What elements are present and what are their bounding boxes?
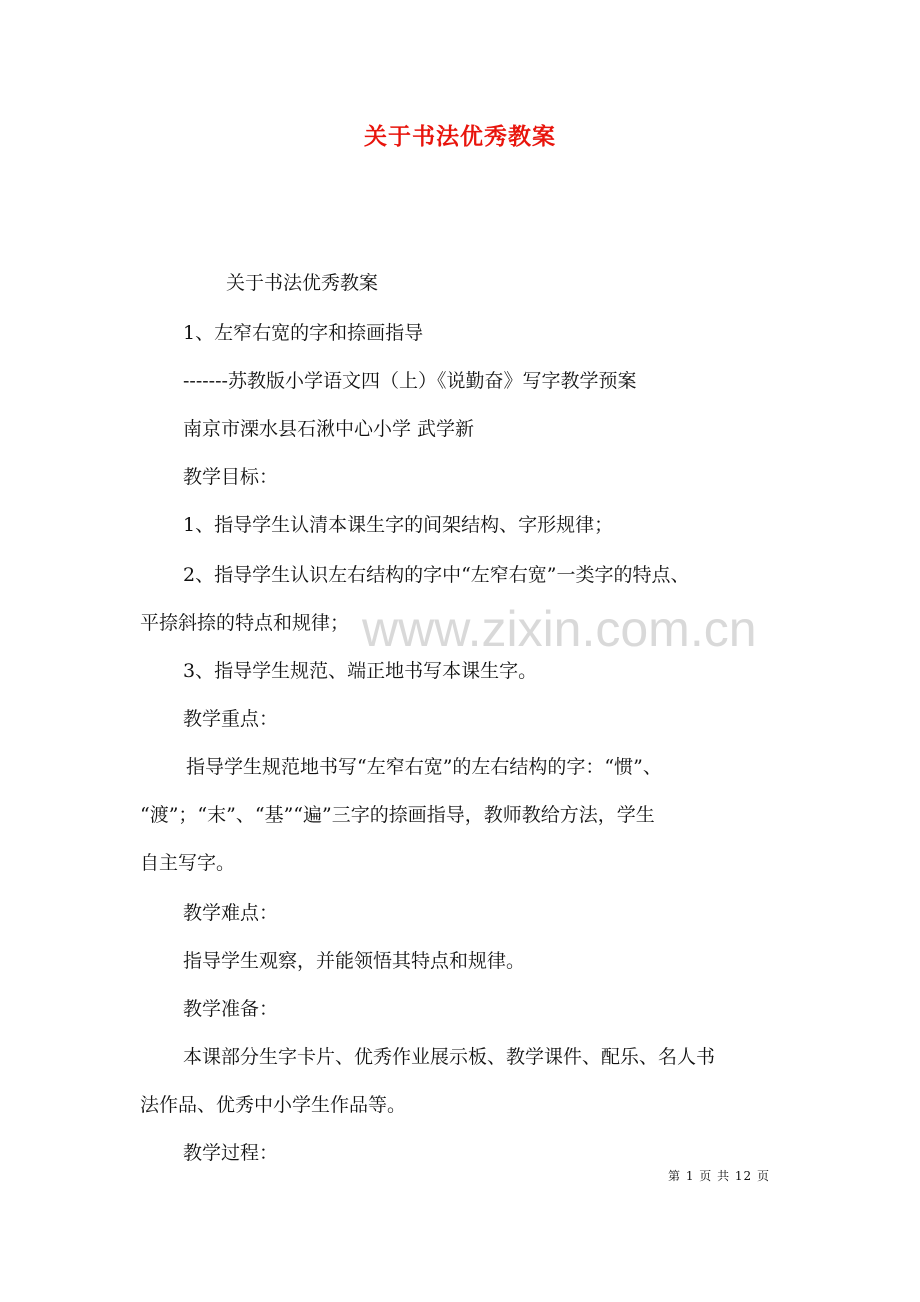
paragraph-objective-1: 1、指导学生认清本课生字的间架结构、字形规律； (183, 514, 614, 536)
paragraph-key-points-3: 自主写字。 (140, 852, 236, 874)
paragraph-preparation-1: 本课部分生字卡片、优秀作业展示板、教学课件、配乐、名人书 (183, 1046, 716, 1068)
paragraph-heading: 关于书法优秀教案 (226, 272, 379, 294)
paragraph-section-title: 1、左窄右宽的字和捺画指导 (183, 322, 424, 344)
paragraph-preparation-label: 教学准备： (183, 998, 279, 1020)
page-footer: 第 1 页 共 12 页 (668, 1169, 770, 1183)
paragraph-key-points-label: 教学重点： (183, 708, 279, 730)
paragraph-preparation-2: 法作品、优秀中小学生作品等。 (140, 1094, 407, 1116)
paragraph-objective-2-cont: 平捺斜捺的特点和规律； (140, 612, 350, 634)
paragraph-objective-2: 2、指导学生认识左右结构的字中“左窄右宽”一类字的特点、 (183, 564, 690, 586)
paragraph-author: 南京市溧水县石湫中心小学 武学新 (183, 418, 475, 440)
paragraph-objectives-label: 教学目标： (183, 466, 279, 488)
paragraph-subtitle: -------苏教版小学语文四（上）《说勤奋》写字教学预案 (183, 370, 637, 392)
paragraph-process-label: 教学过程： (183, 1142, 279, 1164)
paragraph-difficulties: 指导学生观察，并能领悟其特点和规律。 (183, 950, 526, 972)
watermark: www.zixin.com.cn (362, 601, 757, 657)
paragraph-difficulties-label: 教学难点： (183, 902, 279, 924)
paragraph-key-points-1: 指导学生规范地书写“左窄右宽”的左右结构的字：“惯”、 (186, 756, 662, 778)
document-title: 关于书法优秀教案 (364, 123, 556, 150)
paragraph-objective-3: 3、指导学生规范、端正地书写本课生字。 (183, 660, 538, 682)
paragraph-key-points-2: “渡”；“末”、“基”“遍”三字的捺画指导，教师教给方法，学生 (140, 804, 655, 826)
